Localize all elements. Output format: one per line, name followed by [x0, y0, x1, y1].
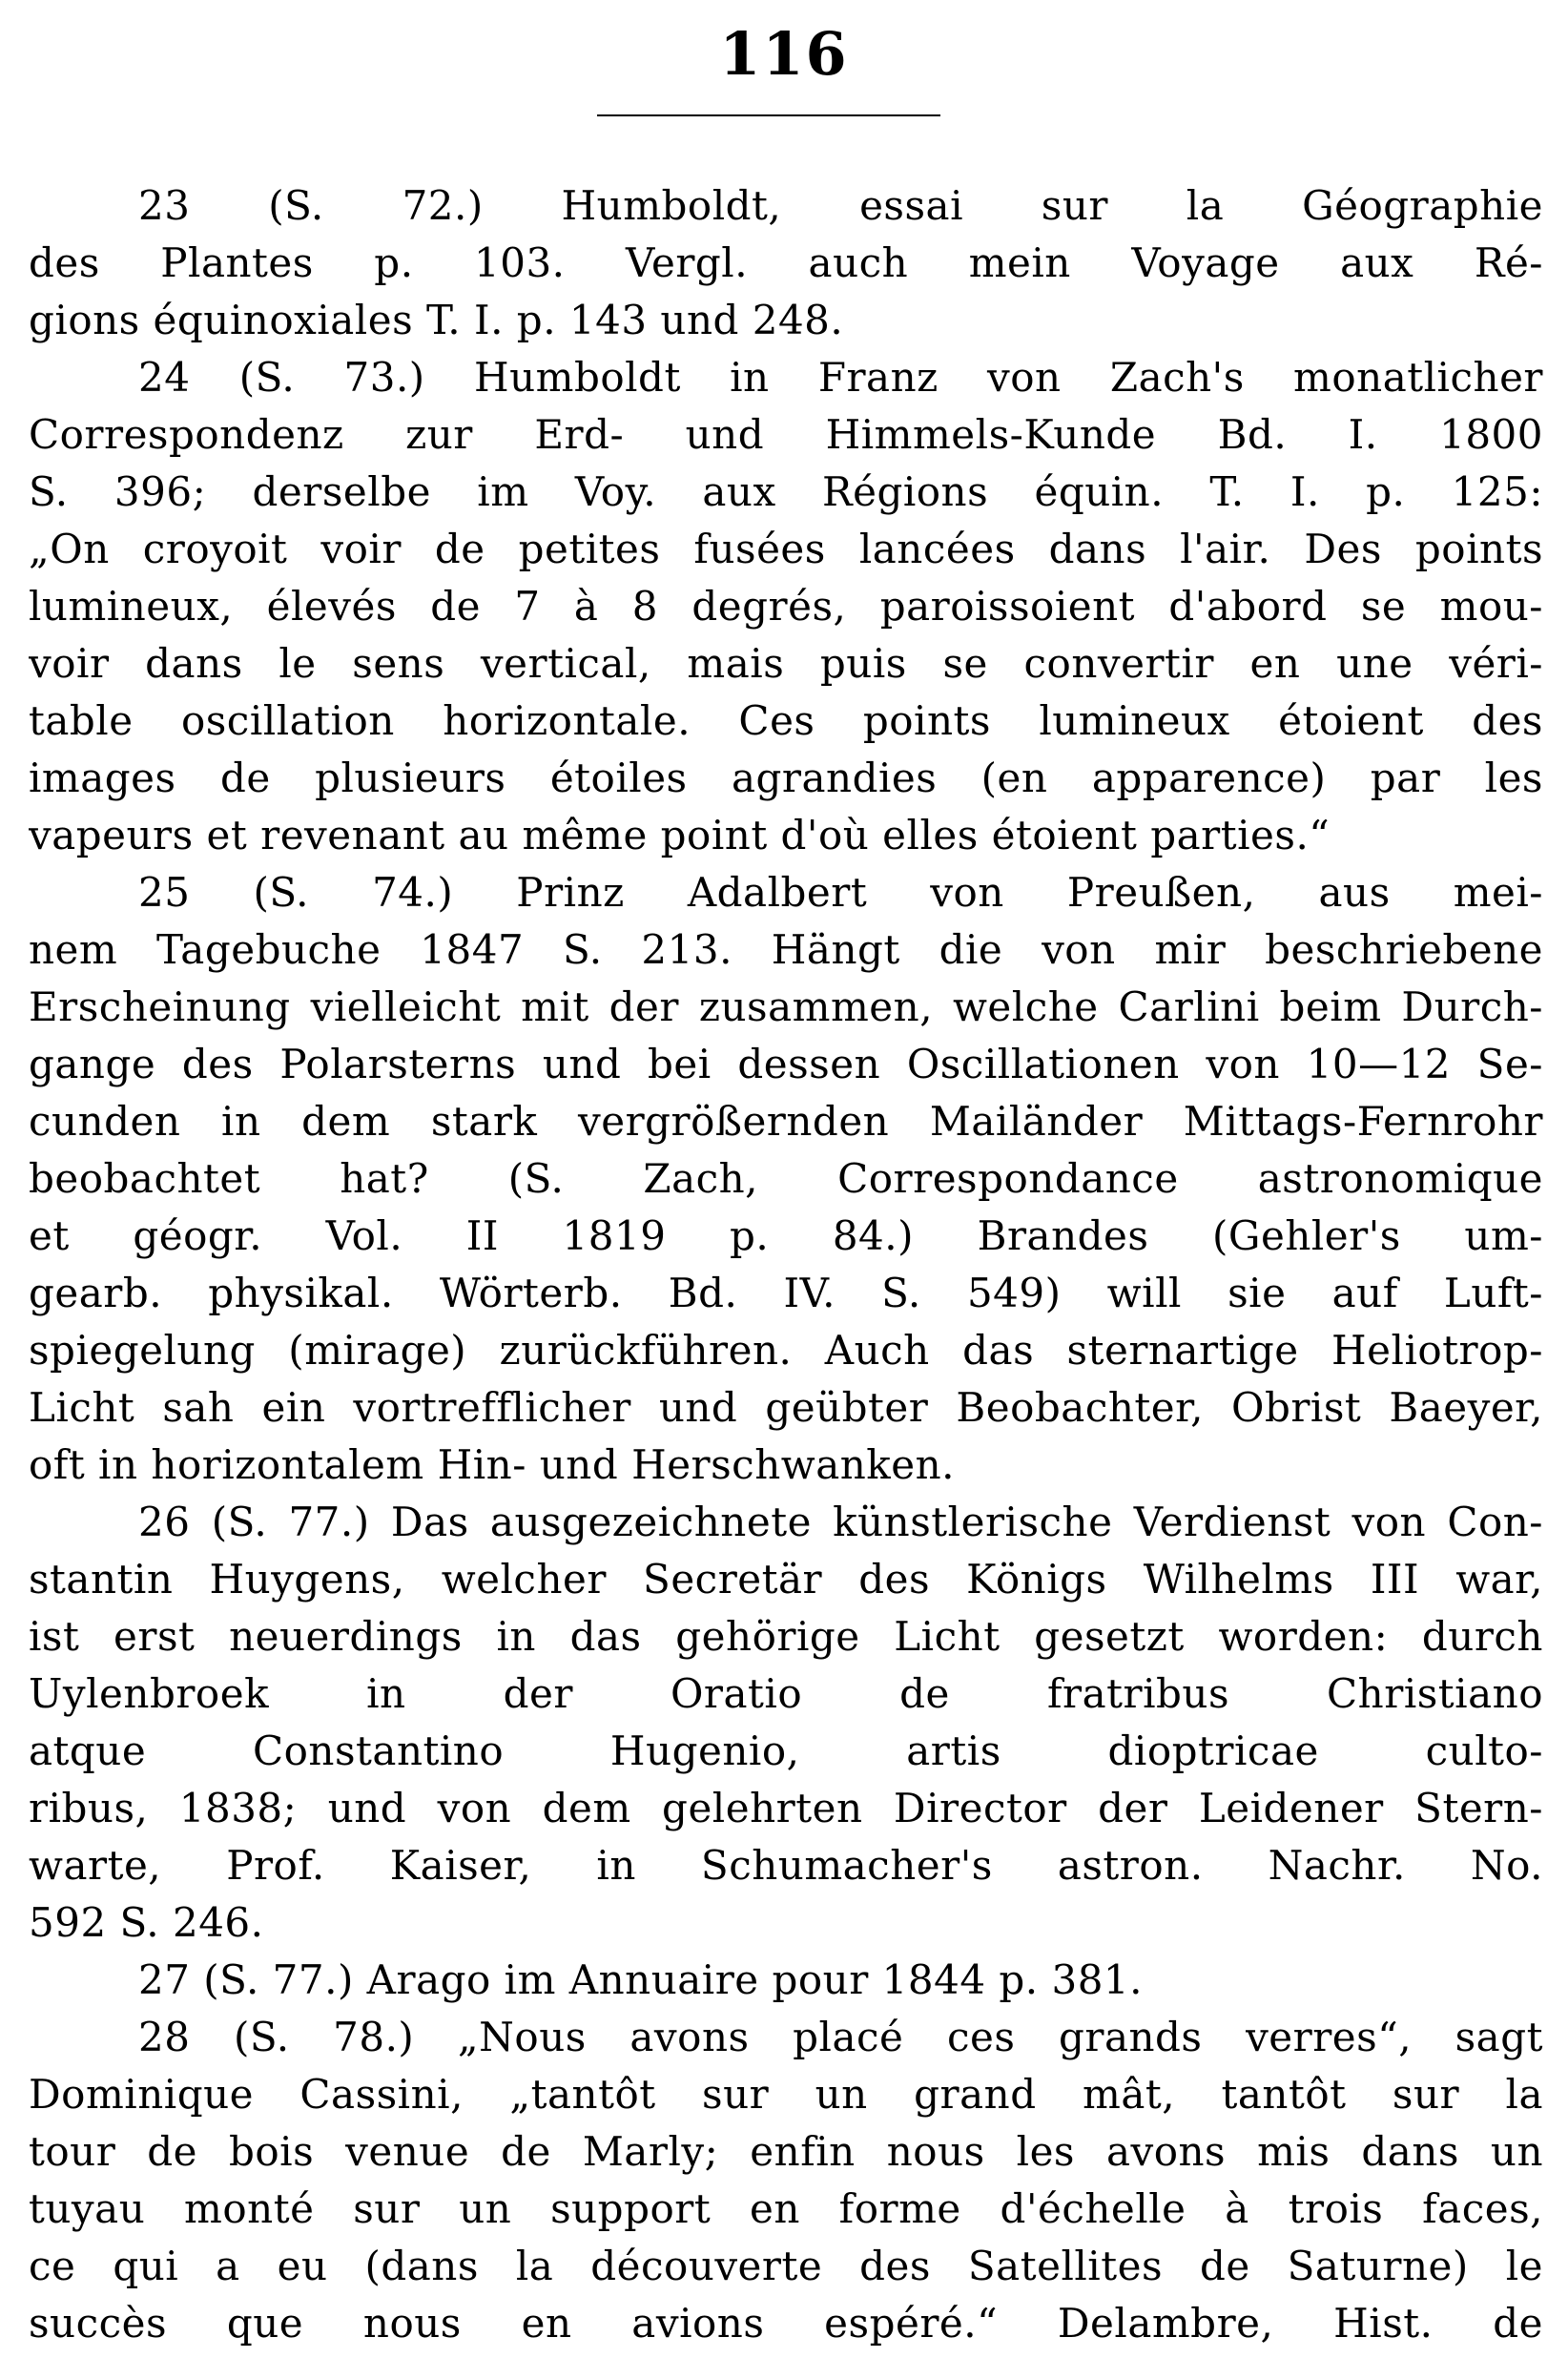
text-line: beobachtet hat? (S. Zach, Correspondance astronomique: [29, 1155, 1543, 1202]
text-line: tuyau monté sur un support en forme d'échelle à trois faces,: [29, 2185, 1543, 2232]
text-line: Licht sah ein vortrefflicher und geübter Beobachter, Obrist Baeyer,: [29, 1384, 1543, 1431]
page-number: 116: [719, 19, 849, 89]
text-line: table oscillation horizontale. Ces points lumineux étoient des: [29, 697, 1543, 744]
text-line: 25 (S. 74.) Prinz Adalbert von Preußen, aus mei-: [138, 869, 1543, 916]
text-line: spiegelung (mirage) zurückführen. Auch das sternartige Heliotrop-: [29, 1327, 1543, 1374]
text-line: 27 (S. 77.) Arago im Annuaire pour 1844 p. 381.: [138, 1956, 1143, 2003]
text-line: S. 396; derselbe im Voy. aux Régions équin. T. I. p. 125:: [29, 468, 1543, 515]
text-line: tour de bois venue de Marly; enfin nous les avons mis dans un: [29, 2128, 1543, 2175]
text-line: atque Constantino Hugenio, artis dioptricae culto-: [29, 1727, 1543, 1774]
text-line: „On croyoit voir de petites fusées lancées dans l'air. Des points: [29, 526, 1543, 572]
text-line: 28 (S. 78.) „Nous avons placé ces grands verres“, sagt: [138, 2014, 1543, 2060]
text-line: warte, Prof. Kaiser, in Schumacher's astron. Nachr. No.: [29, 1842, 1543, 1889]
text-line: des Plantes p. 103. Vergl. auch mein Voyage aux Ré-: [29, 239, 1543, 286]
header-rule: [597, 114, 940, 116]
text-line: 23 (S. 72.) Humboldt, essai sur la Géographie: [138, 182, 1543, 229]
text-line: Dominique Cassini, „tantôt sur un grand mât, tantôt sur la: [29, 2071, 1543, 2118]
text-line: lumineux, élevés de 7 à 8 degrés, paroissoient d'abord se mou-: [29, 583, 1543, 630]
text-line: Uylenbroek in der Oratio de fratribus Christiano: [29, 1670, 1543, 1717]
text-line: gearb. physikal. Wörterb. Bd. IV. S. 549) will sie auf Luft-: [29, 1270, 1543, 1316]
text-line: ist erst neuerdings in das gehörige Licht gesetzt worden: durch: [29, 1613, 1543, 1660]
text-line: ribus, 1838; und von dem gelehrten Director der Leidener Stern-: [29, 1785, 1543, 1831]
text-line: oft in horizontalem Hin- und Herschwanken.: [29, 1441, 956, 1488]
footnotes-body: [29, 177, 1543, 2352]
text-line: voir dans le sens vertical, mais puis se convertir en une véri-: [29, 640, 1543, 687]
text-line: gange des Polarsterns und bei dessen Oscillationen von 10—12 Se-: [29, 1041, 1543, 1087]
text-line: nem Tagebuche 1847 S. 213. Hängt die von mir beschriebene: [29, 926, 1543, 973]
text-line: 26 (S. 77.) Das ausgezeichnete künstlerische Verdienst von Con-: [138, 1499, 1543, 1545]
text-line: et géogr. Vol. II 1819 p. 84.) Brandes (Gehler's um-: [29, 1212, 1543, 1259]
text-line: cunden in dem stark vergrößernden Mailänder Mittags-Fernrohr: [29, 1098, 1543, 1145]
text-line: succès que nous en avions espéré.“ Delambre, Hist. de: [29, 2300, 1543, 2347]
text-line: gions équinoxiales T. I. p. 143 und 248.: [29, 297, 844, 343]
text-line: 24 (S. 73.) Humboldt in Franz von Zach's monatlicher: [138, 354, 1543, 401]
text-line: images de plusieurs étoiles agrandies (en apparence) par les: [29, 755, 1543, 801]
text-line: Erscheinung vielleicht mit der zusammen, welche Carlini beim Durch-: [29, 983, 1543, 1030]
text-line: vapeurs et revenant au même point d'où elles étoient parties.“: [29, 812, 1331, 858]
text-line: 592 S. 246.: [29, 1899, 264, 1946]
text-line: Correspondenz zur Erd- und Himmels-Kunde Bd. I. 1800: [29, 411, 1543, 458]
text-line: ce qui a eu (dans la découverte des Satellites de Saturne) le: [29, 2243, 1543, 2289]
text-line: stantin Huygens, welcher Secretär des Königs Wilhelms III war,: [29, 1556, 1543, 1603]
